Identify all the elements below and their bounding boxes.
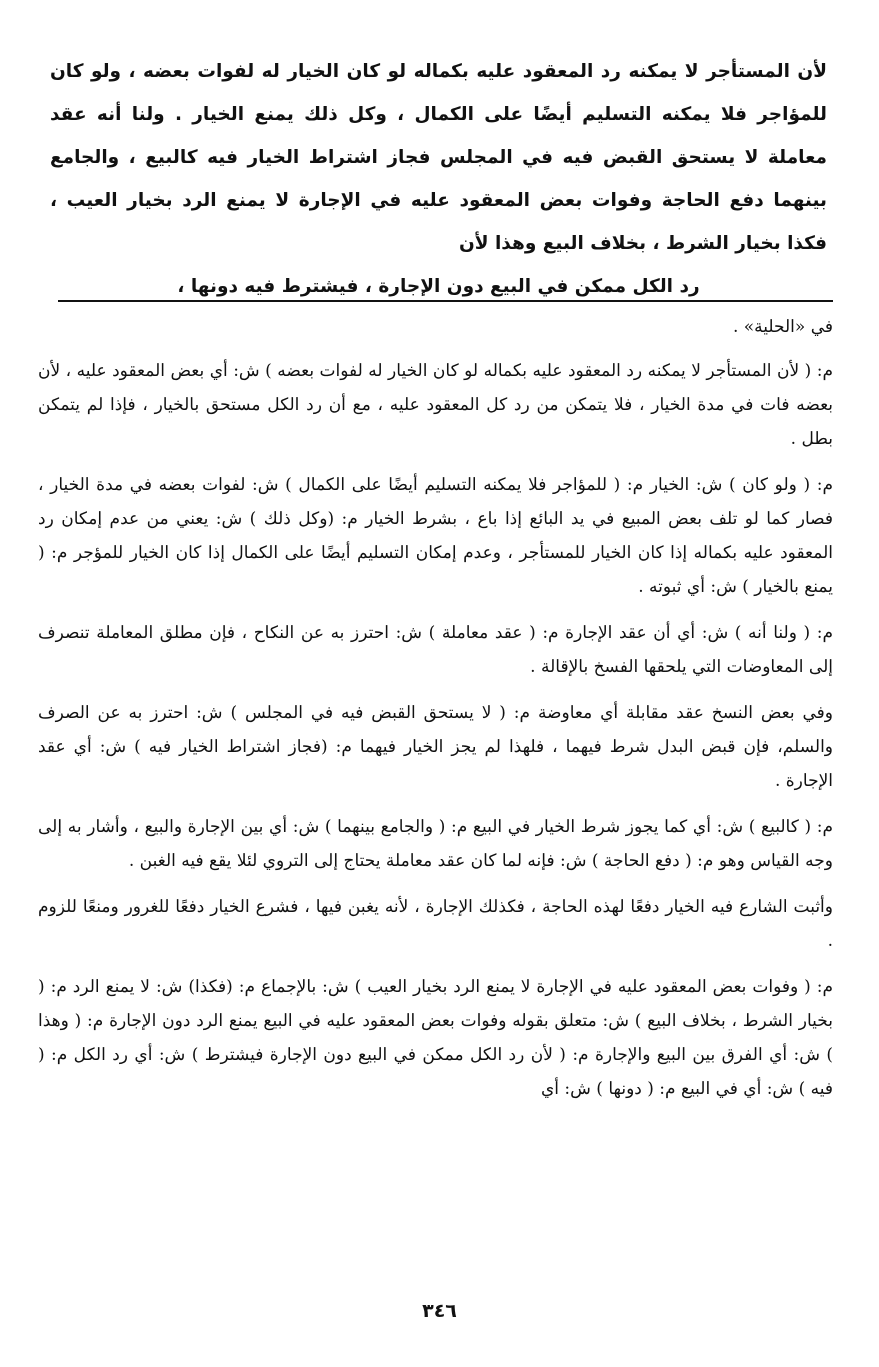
commentary-paragraph: م: ( كالبيع ) ش: أي كما يجوز شرط الخيار في البيع م: ( والجامع بينهما ) ش: أي بين الإجارة والبيع ، وأشار به إلى وجه القياس وهو م: ( دفع الحاجة ) ش: فإنه لما كان عقد معاملة يحتاج إلى التروي لئلا يقع فيه الغبن . bbox=[38, 817, 833, 871]
commentary-paragraph: م: ( ولنا أنه ) ش: أي أن عقد الإجارة م: ( عقد معاملة ) ش: احترز به عن النكاح ، فإن مطلق المعاملة تنصرف إلى المعاوضات التي يلحقها الفسخ بالإقالة . bbox=[38, 623, 833, 677]
commentary-paragraph: م: ( لأن المستأجر لا يمكنه رد المعقود عليه بكماله لو كان الخيار له لفوات بعضه ) ش: أي بعض المعقود عليه ، لأن بعضه فات في مدة الخيار ، فلا يتمكن من رد كل المعقود عليه ، مع أن رد الكل مستحق بالخيار ، فإذا لم يتمكن بطل . bbox=[38, 361, 833, 449]
commentary-paragraph: وفي بعض النسخ عقد مقابلة أي معاوضة م: ( لا يستحق القبض فيه في المجلس ) ش: احترز به عن الصرف والسلم، فإن قبض البدل شرط فيهما ، فلهذا لم يجز الخيار فيهما م: (فجاز اشتراط الخيار فيه ) ش: أي عقد الإجارة . bbox=[38, 703, 833, 791]
main-text-closing-line: رد الكل ممكن في البيع دون الإجارة ، فيشترط فيه دونها ، bbox=[177, 276, 700, 297]
page-number: ٣٤٦ bbox=[422, 1300, 457, 1322]
commentary-paragraph: في «الحلية» . bbox=[732, 317, 833, 337]
commentary-paragraph: وأثبت الشارع فيه الخيار دفعًا لهذه الحاجة ، فكذلك الإجارة ، لأنه يغبن فيها ، فشرع الخيار دفعًا للغرور ومنعًا للزوم . bbox=[38, 897, 833, 951]
commentary-paragraph: م: ( ولو كان ) ش: الخيار م: ( للمؤاجر فلا يمكنه التسليم أيضًا على الكمال ) ش: لفوات بعضه في مدة الخيار ، فصار كما لو تلف بعض المبيع في يد البائع إذا باع ، بشرط الخيار م: (وكل ذلك ) ش: يعني من عدم إمكان رد المعقود عليه بكماله إذا كان الخيار للمستأجر ، وعدم إمكان التسليم أيضًا على الكمال إذا كان الخيار للمؤجر م: ( يمنع بالخيار ) ش: أي ثبوته . bbox=[38, 475, 833, 597]
separator-line bbox=[58, 300, 833, 302]
commentary-paragraph: م: ( وفوات بعض المعقود عليه في الإجارة لا يمنع الرد بخيار العيب ) ش: بالإجماع م: (فكذا) ش: لا يمنع الرد م: ( بخيار الشرط ، بخلاف البيع ) ش: متعلق بقوله وفوات بعض المعقود عليه في البيع يمنع الرد دون الإجارة م: ( وهذا ) ش: أي الفرق بين البيع والإجارة م: ( لأن رد الكل ممكن في البيع دون الإجارة فيشترط ) ش: أي رد الكل م: ( فيه ) ش: أي في البيع م: ( دونها ) ش: أي bbox=[38, 977, 833, 1099]
main-text bbox=[50, 50, 827, 308]
main-text-paragraph: لأن المستأجر لا يمكنه رد المعقود عليه بكماله لو كان الخيار له لفوات بعضه ، ولو كان للمؤاجر فلا يمكنه التسليم أيضًا على الكمال ، وكل ذلك يمنع الخيار . ولنا أنه عقد معاملة لا يستحق القبض فيه في المجلس فجاز اشتراط الخيار فيه كالبيع ، والجامع بينهما دفع الحاجة وفوات بعض المعقود عليه في الإجارة لا يمنع الرد بخيار العيب ، فكذا بخيار الشرط ، بخلاف البيع وهذا لأن bbox=[50, 61, 827, 254]
commentary bbox=[38, 310, 833, 1118]
